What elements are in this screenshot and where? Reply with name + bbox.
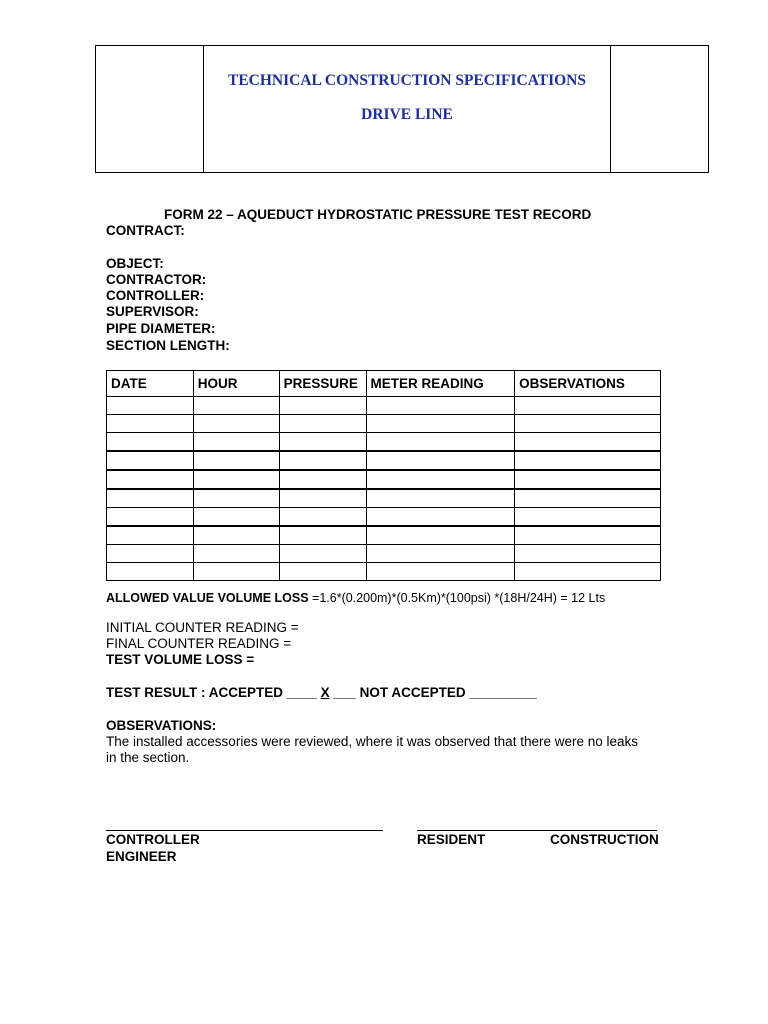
allowed-volume-loss <box>106 591 605 605</box>
table-cell[interactable] <box>366 433 515 452</box>
signature-engineer-label: ENGINEER <box>106 849 177 864</box>
section-length-label: SECTION LENGTH: <box>106 338 230 353</box>
table-cell[interactable] <box>279 508 366 527</box>
table-cell[interactable] <box>366 545 515 563</box>
table-cell[interactable] <box>279 451 366 470</box>
signature-controller-label: CONTROLLER <box>106 832 200 847</box>
table-cell[interactable] <box>515 563 661 581</box>
signature-construction-label: CONSTRUCTION <box>550 832 659 847</box>
test-volume-loss: TEST VOLUME LOSS = <box>106 652 255 667</box>
table-cell[interactable] <box>515 397 661 415</box>
table-cell[interactable] <box>515 545 661 563</box>
table-cell[interactable] <box>366 451 515 470</box>
pressure-test-table <box>106 370 661 581</box>
header-box <box>95 45 709 173</box>
column-header-meter-reading: METER READING <box>366 371 515 397</box>
signature-resident-label: RESIDENT <box>417 832 486 847</box>
table-cell[interactable] <box>515 508 661 527</box>
table-cell[interactable] <box>366 563 515 581</box>
table-cell[interactable] <box>515 451 661 470</box>
header-title: TECHNICAL CONSTRUCTION SPECIFICATIONS <box>227 72 586 89</box>
column-header-observations: OBSERVATIONS <box>515 371 661 397</box>
table-cell[interactable] <box>193 451 279 470</box>
table-cell[interactable] <box>366 415 515 433</box>
table-cell[interactable] <box>107 563 194 581</box>
observations-text-line-2: in the section. <box>106 750 190 765</box>
table-cell[interactable] <box>193 508 279 527</box>
contractor-label: CONTRACTOR: <box>106 272 207 287</box>
header-subtitle: DRIVE LINE <box>361 106 453 123</box>
controller-label: CONTROLLER: <box>106 288 205 303</box>
allowed-volume-loss-formula: =1.6*(0.200m)*(0.5Km)*(100psi) *(18H/24H) = 12 Lts <box>312 591 606 605</box>
allowed-volume-loss-label: ALLOWED VALUE VOLUME LOSS <box>106 591 309 605</box>
table-row <box>107 508 661 527</box>
table-cell[interactable] <box>193 526 279 545</box>
table-cell[interactable] <box>279 415 366 433</box>
table-cell[interactable] <box>279 563 366 581</box>
table-cell[interactable] <box>515 526 661 545</box>
table-cell[interactable] <box>193 489 279 508</box>
final-counter-reading: FINAL COUNTER READING = <box>106 636 292 651</box>
table-cell[interactable] <box>107 508 194 527</box>
table-row <box>107 489 661 508</box>
table-row <box>107 397 661 415</box>
table-cell[interactable] <box>107 415 194 433</box>
table-cell[interactable] <box>193 545 279 563</box>
header-title-cell <box>204 46 610 172</box>
initial-counter-reading: INITIAL COUNTER READING = <box>106 620 299 635</box>
table-cell[interactable] <box>279 397 366 415</box>
table-cell[interactable] <box>193 433 279 452</box>
table-cell[interactable] <box>107 489 194 508</box>
table-cell[interactable] <box>279 470 366 489</box>
observations-text-line-1: The installed accessories were reviewed, where it was observed that there were no leaks <box>106 734 639 749</box>
object-label: OBJECT: <box>106 256 164 271</box>
header-logo-cell-left <box>96 46 204 172</box>
supervisor-label: SUPERVISOR: <box>106 304 199 319</box>
table-row <box>107 451 661 470</box>
contract-label: CONTRACT: <box>106 223 185 238</box>
table-cell[interactable] <box>193 397 279 415</box>
table-cell[interactable] <box>279 545 366 563</box>
table-cell[interactable] <box>366 508 515 527</box>
table-row <box>107 563 661 581</box>
column-header-pressure: PRESSURE <box>279 371 366 397</box>
table-cell[interactable] <box>279 489 366 508</box>
resident-signature-line <box>417 830 657 831</box>
test-result <box>106 685 537 700</box>
column-header-hour: HOUR <box>193 371 279 397</box>
table-cell[interactable] <box>279 526 366 545</box>
form-title: FORM 22 – AQUEDUCT HYDROSTATIC PRESSURE TEST RECORD <box>164 207 592 222</box>
table-cell[interactable] <box>107 433 194 452</box>
table-cell[interactable] <box>366 397 515 415</box>
table-cell[interactable] <box>193 470 279 489</box>
table-cell[interactable] <box>193 415 279 433</box>
header-logo-cell-right <box>610 46 708 172</box>
table-row <box>107 415 661 433</box>
table-cell[interactable] <box>515 470 661 489</box>
table-header-row <box>107 371 661 397</box>
test-result-label: TEST RESULT : ACCEPTED ____ <box>106 685 317 700</box>
table-cell[interactable] <box>107 545 194 563</box>
table-cell[interactable] <box>107 526 194 545</box>
column-header-date: DATE <box>107 371 194 397</box>
table-cell[interactable] <box>107 470 194 489</box>
table-row <box>107 470 661 489</box>
table-cell[interactable] <box>515 489 661 508</box>
table-cell[interactable] <box>279 433 366 452</box>
table-cell[interactable] <box>107 397 194 415</box>
table-cell[interactable] <box>366 489 515 508</box>
table-row <box>107 433 661 452</box>
table-row <box>107 526 661 545</box>
table-cell[interactable] <box>107 451 194 470</box>
pipe-diameter-label: PIPE DIAMETER: <box>106 321 216 336</box>
observations-label: OBSERVATIONS: <box>106 718 217 733</box>
table-cell[interactable] <box>515 433 661 452</box>
table-row <box>107 545 661 563</box>
table-cell[interactable] <box>366 470 515 489</box>
test-result-rest: ___ NOT ACCEPTED _________ <box>333 685 537 700</box>
table-cell[interactable] <box>366 526 515 545</box>
controller-signature-line <box>106 830 383 831</box>
table-cell[interactable] <box>515 415 661 433</box>
accepted-mark: X <box>320 685 330 700</box>
table-cell[interactable] <box>193 563 279 581</box>
